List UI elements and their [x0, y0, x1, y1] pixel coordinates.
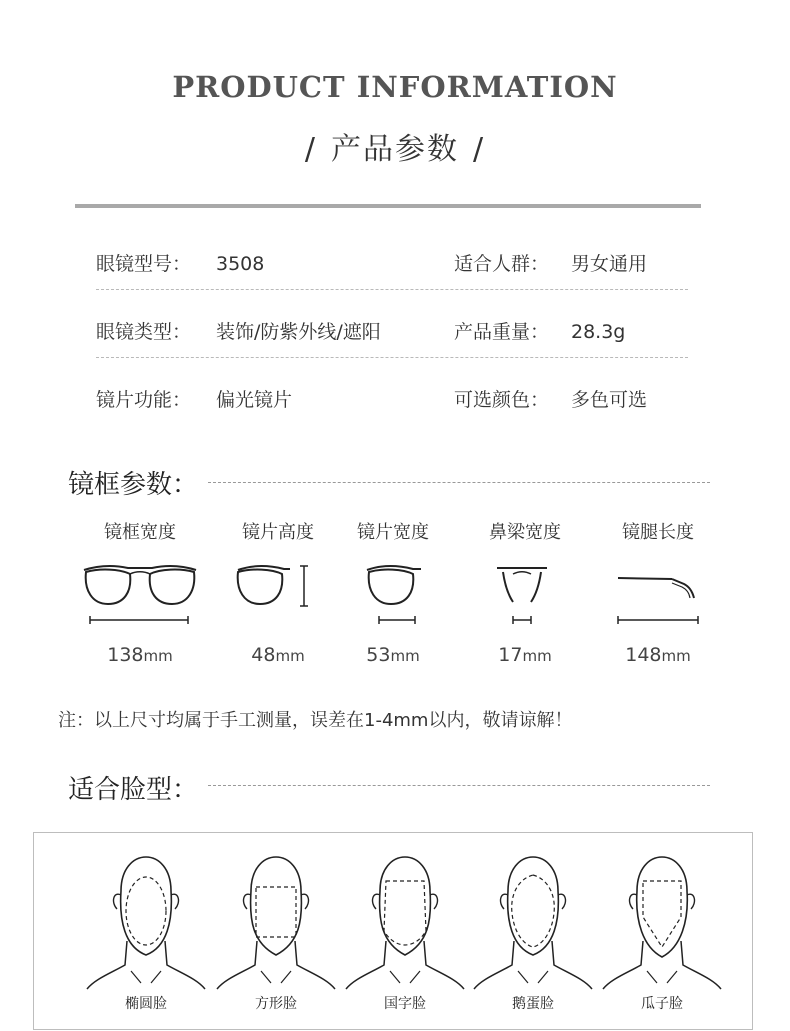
face-shapes-panel	[33, 832, 753, 1030]
face-section-dash	[208, 785, 710, 786]
bridge-width-icon	[455, 556, 595, 636]
title-chinese-text: 产品参数	[331, 132, 459, 167]
title-rule	[75, 204, 701, 208]
spec-label: 适合人群：	[454, 253, 550, 275]
title-english: PRODUCT INFORMATION	[172, 70, 618, 104]
face-label: 瓜子脸	[641, 996, 683, 1012]
face-label: 椭圆脸	[125, 996, 167, 1012]
spec-value: 3508	[216, 253, 265, 275]
frame-param-number: 148	[625, 644, 662, 666]
spec-row	[96, 252, 688, 320]
frame-param-label: 镜片高度	[242, 522, 314, 543]
frame-param-label: 镜腿长度	[622, 522, 694, 543]
frame-param-number: 17	[498, 644, 523, 666]
square-face-icon	[211, 851, 341, 991]
title-slash-right: /	[473, 132, 486, 167]
spec-label: 镜片功能：	[96, 389, 192, 411]
frame-param-unit: mm	[275, 647, 305, 665]
spec-value: 装饰/防紫外线/遮阳	[216, 321, 381, 343]
frame-param-value	[323, 644, 463, 666]
frame-section-heading: 镜框参数：	[68, 470, 199, 500]
title-chinese	[0, 124, 790, 168]
face-section-heading: 适合脸型：	[68, 775, 199, 805]
lens-width-icon	[323, 556, 463, 636]
frame-param-value	[455, 644, 595, 666]
frame-param-number: 48	[251, 644, 276, 666]
frame-param-unit: mm	[661, 647, 691, 665]
title-slash-left: /	[304, 132, 317, 167]
full-frame-width-icon	[70, 556, 210, 636]
egg-face-icon	[468, 851, 598, 991]
spec-value: 男女通用	[571, 253, 648, 275]
spec-label: 眼镜型号：	[96, 253, 192, 275]
guo-face-icon	[340, 851, 470, 991]
face-label: 方形脸	[255, 996, 297, 1012]
spec-value: 28.3g	[571, 321, 626, 343]
melon-seed-face-icon	[597, 851, 727, 991]
frame-param-number: 138	[107, 644, 144, 666]
frame-param-label: 镜片宽度	[357, 522, 429, 543]
spec-row	[96, 320, 688, 388]
frame-param-label: 镜框宽度	[104, 522, 176, 543]
frame-param-unit: mm	[143, 647, 173, 665]
face-label: 鹅蛋脸	[512, 996, 554, 1012]
face-label: 国字脸	[384, 996, 426, 1012]
measurement-note: 注：以上尺寸均属于手工测量，误差在1-4mm以内，敬请谅解！	[58, 710, 573, 731]
spec-value: 多色可选	[571, 389, 648, 411]
frame-param-unit: mm	[390, 647, 420, 665]
spec-label: 产品重量：	[454, 321, 550, 343]
frame-param-number: 53	[366, 644, 391, 666]
spec-divider	[96, 289, 688, 290]
frame-param-value	[588, 644, 728, 666]
frame-param-value	[70, 644, 210, 666]
spec-value: 偏光镜片	[216, 389, 293, 411]
frame-param-unit: mm	[522, 647, 552, 665]
spec-label: 眼镜类型：	[96, 321, 192, 343]
temple-length-icon	[588, 556, 728, 636]
spec-row	[96, 388, 688, 456]
frame-section-dash	[208, 482, 710, 483]
frame-param-label: 鼻梁宽度	[489, 522, 561, 543]
spec-divider	[96, 357, 688, 358]
spec-label: 可选颜色：	[454, 389, 550, 411]
oval-face-icon	[81, 851, 211, 991]
